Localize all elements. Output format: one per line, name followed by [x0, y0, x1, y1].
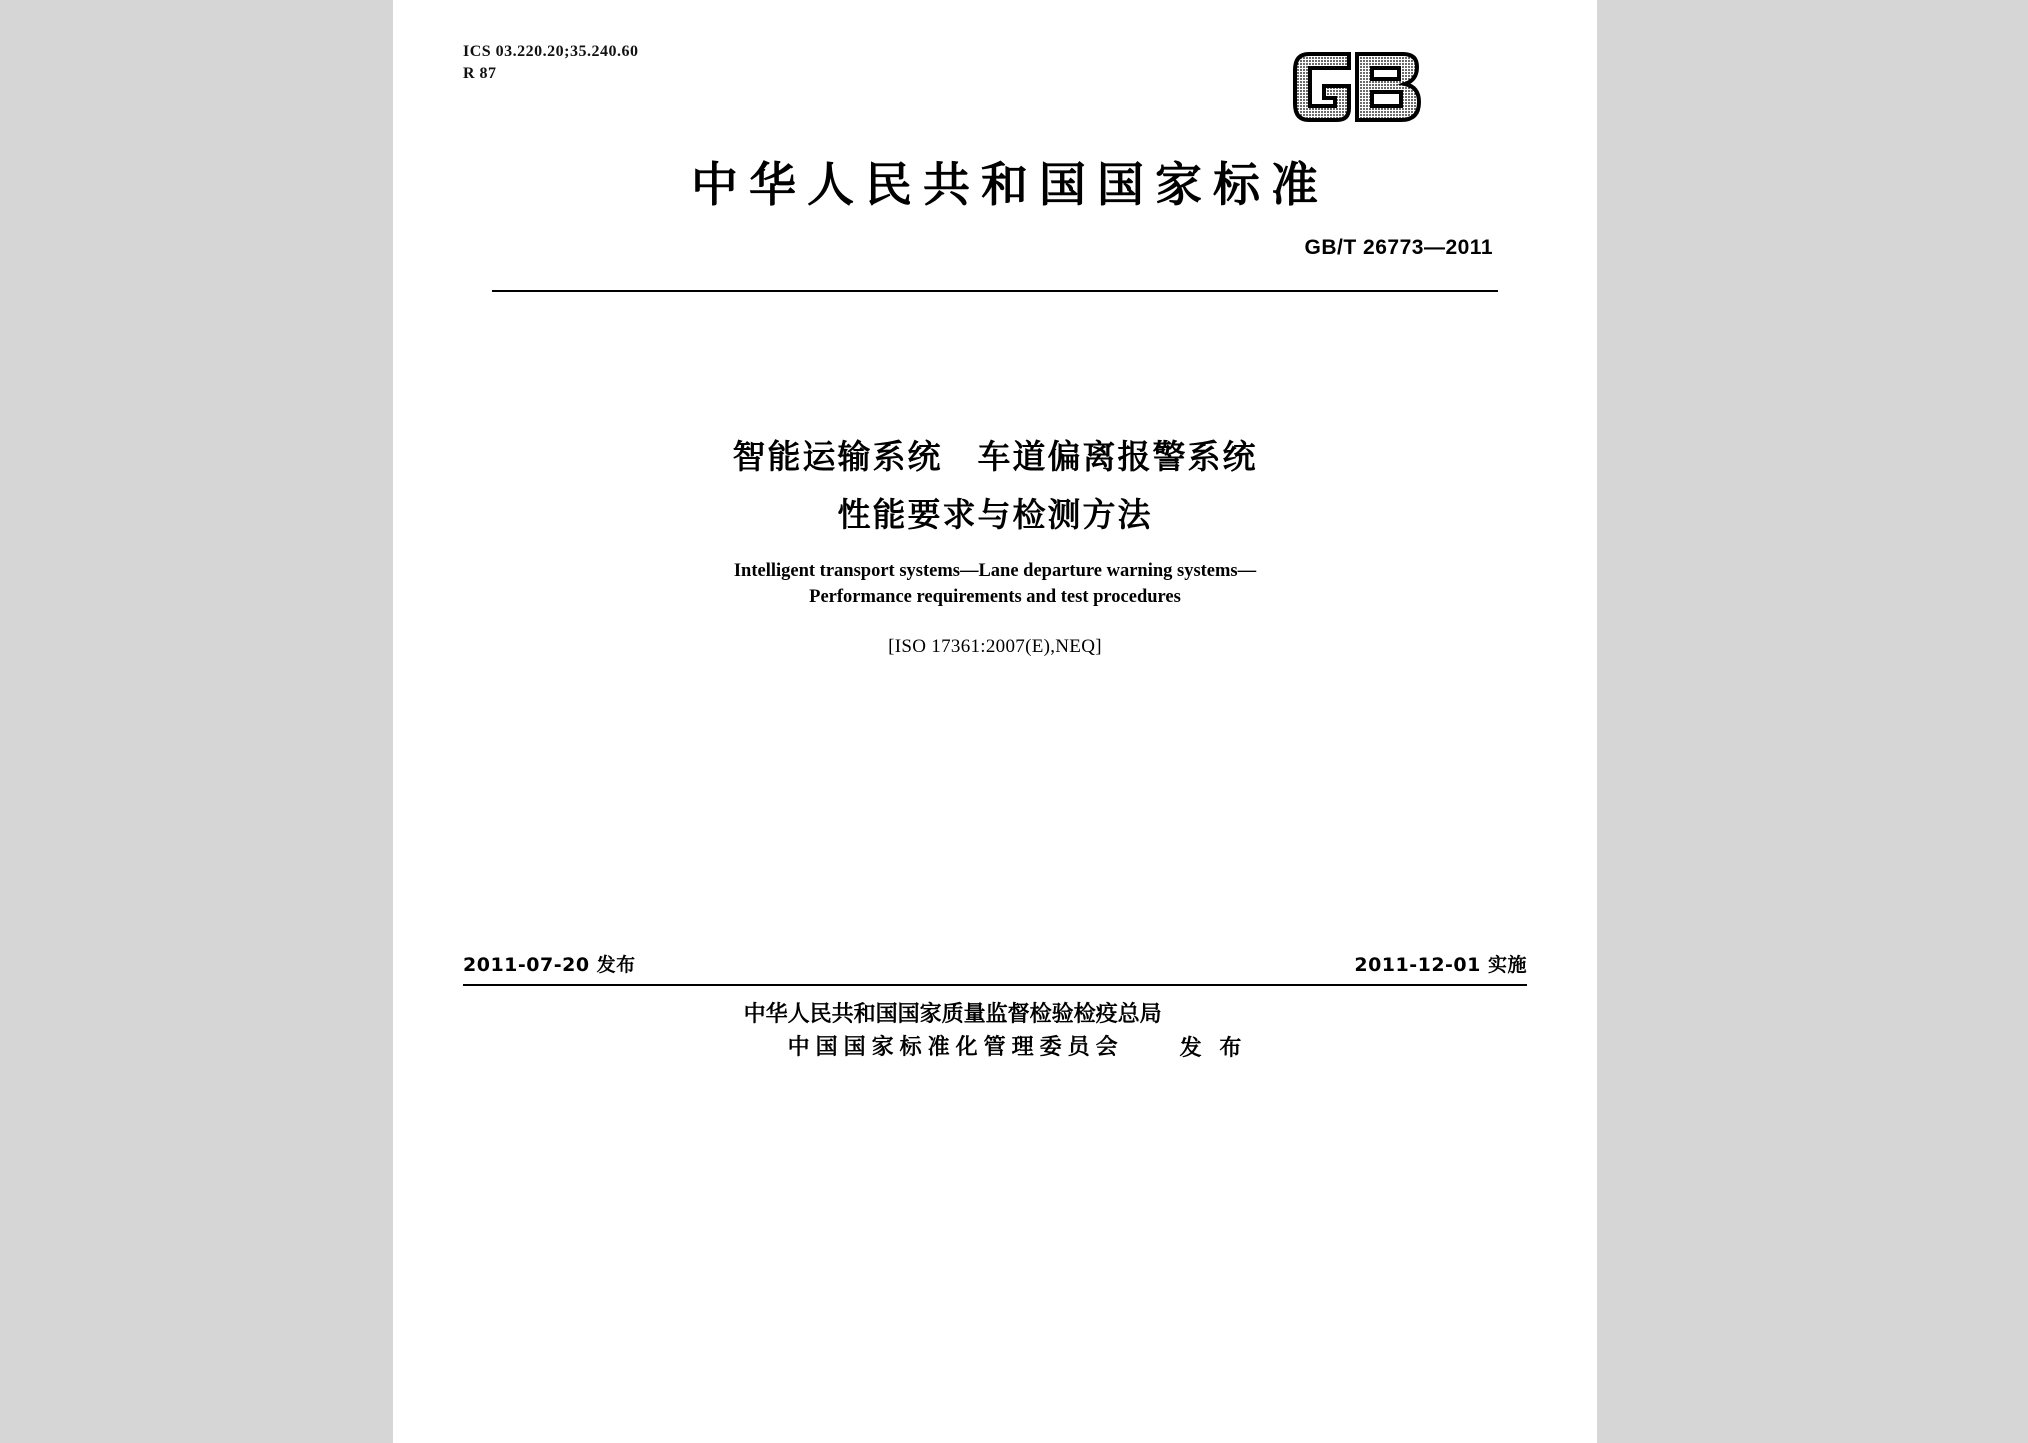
national-standard-title: 中华人民共和国国家标准 [691, 158, 1329, 213]
issuer-line2: 中国国家标准化管理委员会 [787, 1035, 1124, 1060]
title-english [393, 558, 1597, 610]
gb-logo-icon [1291, 48, 1461, 126]
effective-date: 2011-12-01 实施 [1354, 954, 1527, 976]
title-english-line1: Intelligent transport systems—Lane departure warning systems— [733, 561, 1257, 581]
header-divider [492, 290, 1498, 292]
issue-date: 2011-07-20 发布 [463, 954, 636, 976]
standard-number: GB/T 26773—2011 [1304, 236, 1493, 259]
ics-classification [463, 42, 639, 84]
title-chinese-line1: 智能运输系统 车道偏离报警系统 [732, 437, 1258, 476]
ics-code: ICS 03.220.20;35.240.60 [463, 43, 639, 60]
issuer-line1: 中华人民共和国国家质量监督检验检疫总局 [743, 1002, 1162, 1027]
issuer-verb: 发 布 [1179, 1035, 1247, 1061]
issuing-authority [393, 998, 1597, 1064]
iso-reference: [ISO 17361:2007(E),NEQ] [888, 636, 1102, 657]
issuer-names [744, 998, 1162, 1064]
date-row [463, 950, 1527, 980]
title-chinese-line2: 性能要求与检测方法 [837, 495, 1153, 534]
standard-cover [393, 0, 1597, 1443]
title-chinese [393, 432, 1597, 540]
footer-divider [463, 984, 1527, 986]
document-page [393, 0, 1597, 1443]
ccs-code: R 87 [463, 65, 497, 82]
title-english-line2: Performance requirements and test procedures [809, 587, 1181, 607]
